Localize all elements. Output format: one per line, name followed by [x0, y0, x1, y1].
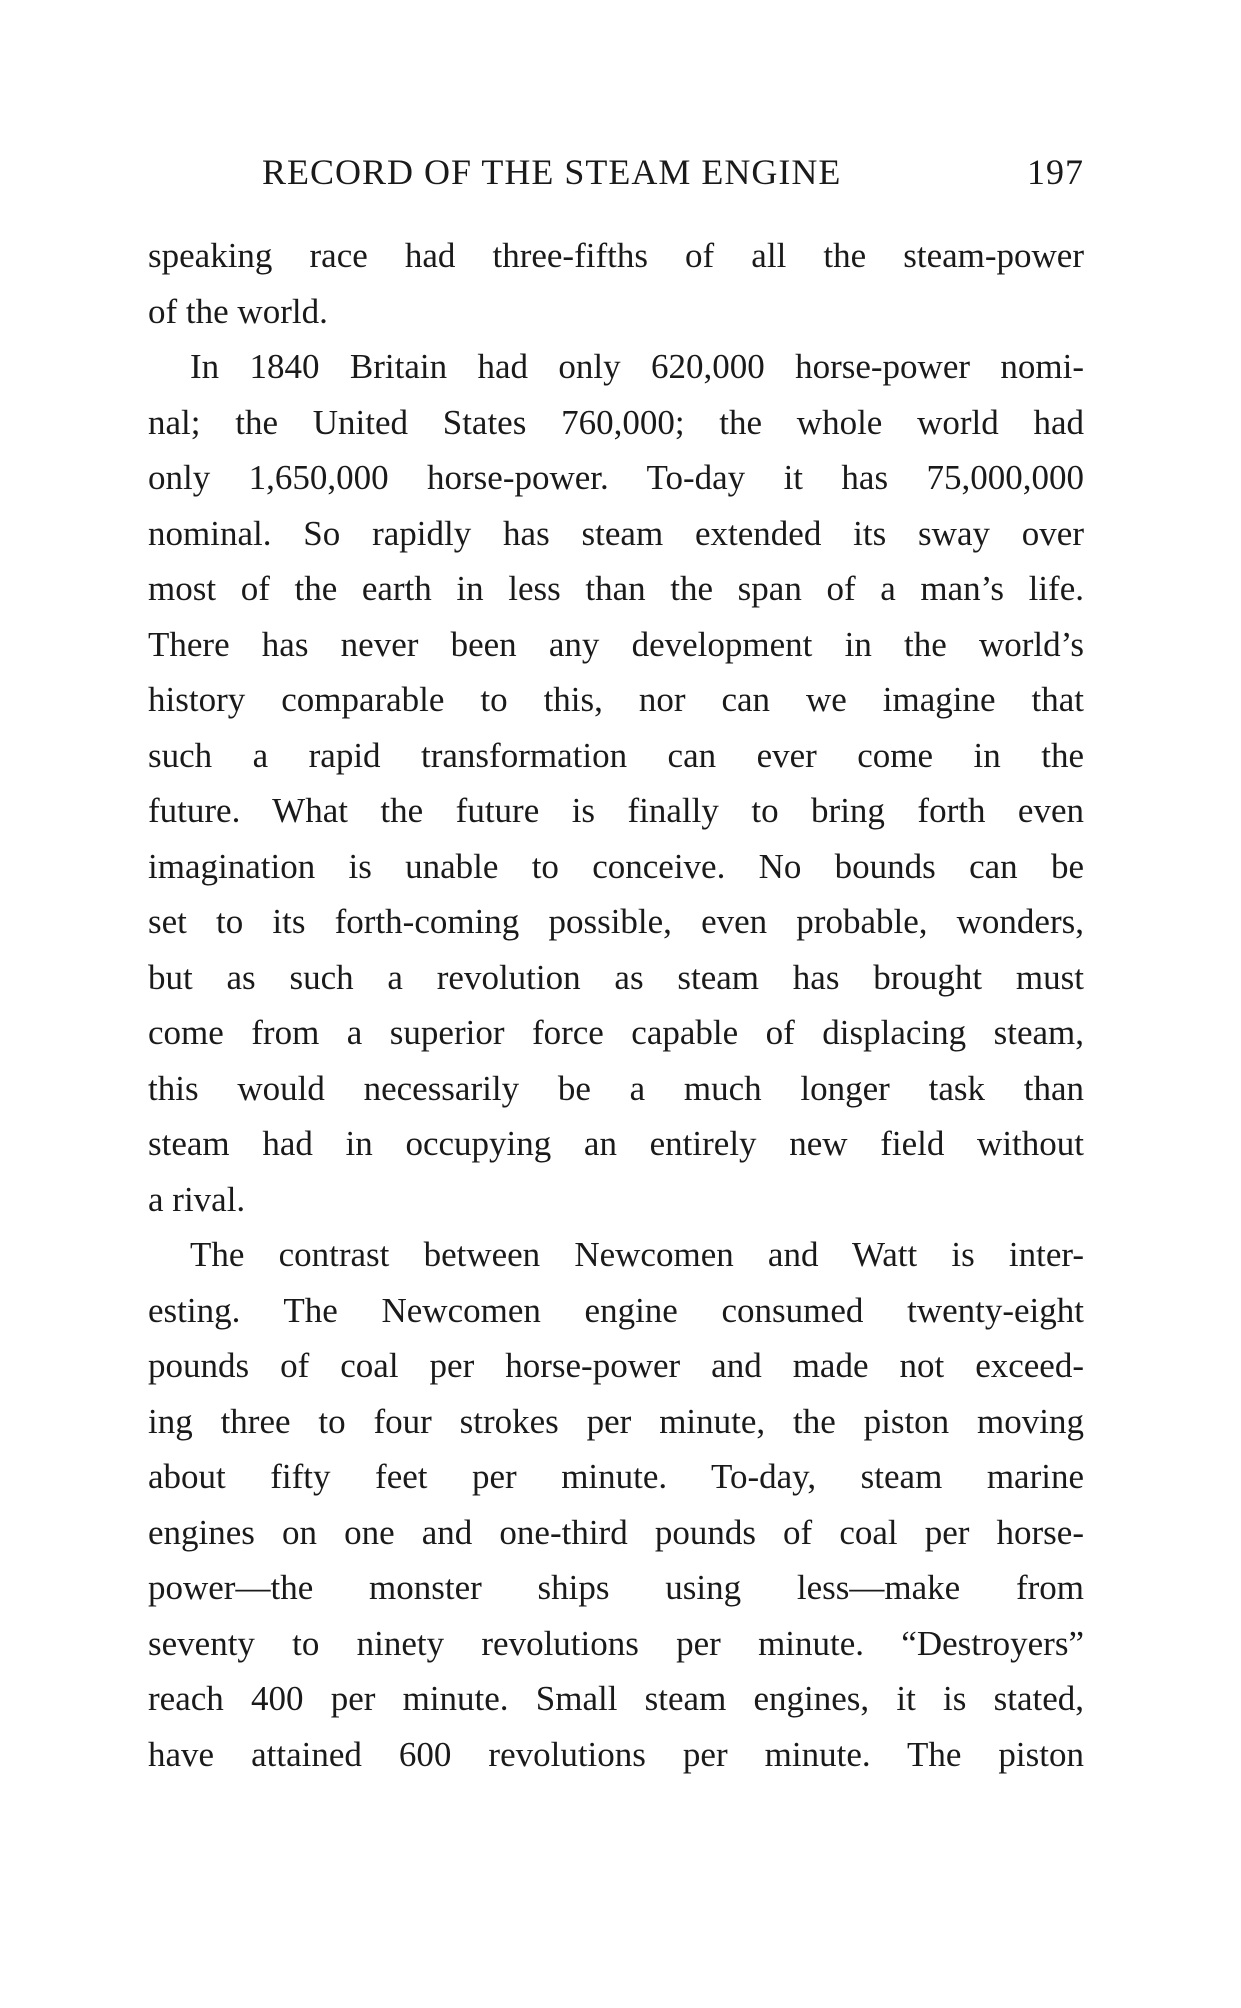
text-line: future. What the future is finally to bring forth even — [148, 791, 1084, 830]
text-line: seventy to ninety revolutions per minute. “Destroyers” — [148, 1623, 1084, 1663]
page-number: 197 — [1027, 152, 1084, 192]
text-line: engines on one and one-third pounds of coal per horse- — [148, 1512, 1084, 1552]
text-line: nominal. So rapidly has steam extended its sway over — [148, 513, 1084, 553]
text-line: esting. The Newcomen engine consumed twenty-eight — [148, 1290, 1084, 1330]
text-line: this would necessarily be a much longer task than — [148, 1068, 1084, 1108]
running-title: RECORD OF THE STEAM ENGINE — [262, 152, 842, 192]
text-line: such a rapid transformation can ever come in the — [148, 735, 1084, 775]
paragraph-1 — [148, 228, 1084, 339]
text-line: most of the earth in less than the span of a man’s life. — [148, 569, 1084, 608]
text-line: steam had in occupying an entirely new field without — [148, 1124, 1084, 1163]
text-line: ing three to four strokes per minute, the piston moving — [148, 1401, 1084, 1441]
text-line: reach 400 per minute. Small steam engines, it is stated, — [148, 1679, 1084, 1718]
text-line: only 1,650,000 horse-power. To-day it has 75,000,000 — [148, 458, 1084, 497]
text-line: of the world. — [148, 291, 328, 331]
text-line: but as such a revolution as steam has brought must — [148, 957, 1084, 997]
text-line: about fifty feet per minute. To-day, steam marine — [148, 1457, 1084, 1496]
paragraph-3 — [148, 1227, 1084, 1782]
paragraph-2 — [148, 339, 1084, 1227]
text-line: a rival. — [148, 1179, 246, 1219]
text-line: come from a superior force capable of displacing steam, — [148, 1013, 1084, 1052]
text-line: There has never been any development in the world’s — [148, 624, 1084, 664]
text-line: power—the monster ships using less—make from — [148, 1568, 1084, 1607]
text-line: speaking race had three-fifths of all the steam-power — [148, 236, 1084, 275]
body-text — [148, 228, 1084, 1782]
text-line: nal; the United States 760,000; the whole world had — [148, 402, 1084, 442]
text-line: pounds of coal per horse-power and made not exceed- — [148, 1346, 1084, 1385]
text-line: have attained 600 revolutions per minute. The piston — [148, 1734, 1084, 1774]
text-line: imagination is unable to conceive. No bounds can be — [148, 846, 1084, 886]
text-line: history comparable to this, nor can we imagine that — [148, 680, 1084, 719]
text-line: set to its forth-coming possible, even probable, wonders, — [148, 902, 1084, 941]
text-line: The contrast between Newcomen and Watt is inter- — [190, 1235, 1084, 1274]
running-head — [148, 150, 1084, 194]
text-line: In 1840 Britain had only 620,000 horse-power nomi- — [190, 347, 1084, 386]
